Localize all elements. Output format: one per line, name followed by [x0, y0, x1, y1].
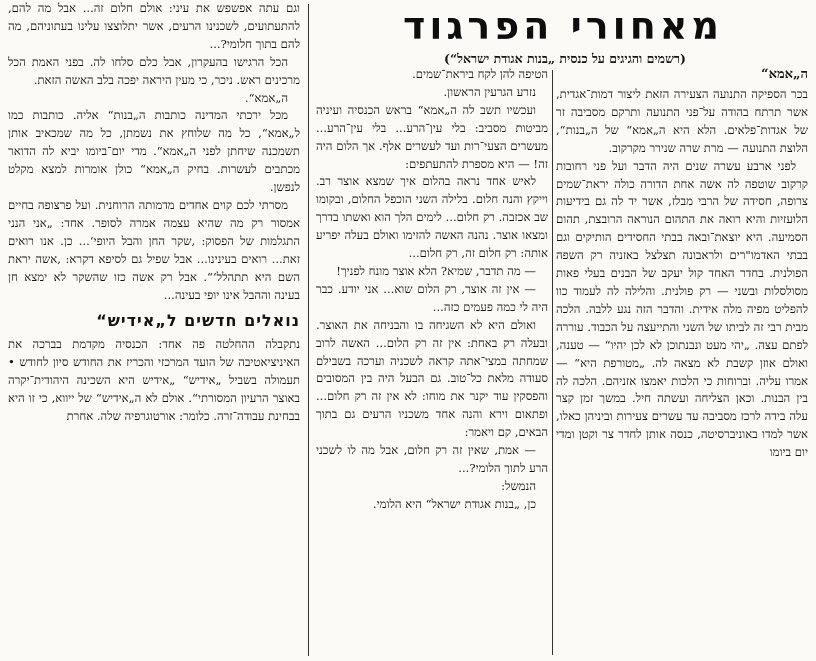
paragraph: ה„אמא“.	[244, 90, 288, 105]
column-divider	[552, 70, 553, 655]
column-right	[556, 66, 808, 661]
paragraph: נזרע הגרעין הראשון.	[443, 84, 536, 99]
paragraph: לאיש אחד נראה בהלום איך שמצא אוצר רב. וייקץ והנה חלום. בלילה השני הוכפל החלום, ובקומו שב אכזבה. רק חלום... לימים הלך הוא ואשתו בדרך ומצאו אוצר. נהנה האשה להזימו ואולם בעלה יפריע אותה: רק חלום זה, רק חלום...	[316, 174, 548, 261]
column-heading: ה„אמא“	[761, 67, 808, 82]
paragraph: — מה תדבר, שמיא? הלא אוצר מונח לפניך!	[336, 263, 536, 278]
paragraph: בכר הספיקה התנועה הצעירה הזאת ליצור דמות־אגדית, אשר תרתח בהודה על־פני התנועה ותרקם מסביבה זר של אגדות־פלאים. הלא היא ה„אמא“ של ה„בנות“, הלוצת התנועה — מרת שרה שנירר מקרקוב.	[556, 87, 808, 155]
paragraph: מסרתי לכם קוים אחדים מדמותה הרוחנית. ועל פרצופה בחיים אמסור רק מה שהיא עצמה אמרה לסופר. אחד: „אני הנני התגלמות של הפסוק: ,שקר החן והבל היופי‘... כן. אנו רואים זאת... רואים בעינינו... אבל שפיל גם לסיפא דקרא: ,אשה יראת השם היא תתהלל‘“. אבל רק אשה כזו שהשקר לא ימצא חן בעינה וההבל אינו יופי בעינה...	[8, 197, 300, 302]
paragraph: ואולם היא לא השגיחה בו והבניחה את האוצר. ובעלה רק באחת: אין זה רק הלום... האשה לרוב שמחתה במצי־אתה קראה לשכניה וערכה בשבילם סעודה מלאת כל־טוב. גם הבעל היה בין המסובים והפסקין עוד יקנר את מוחו: לא אין זה רק חלום... ופתאום וירא והנה אחד משכניו הרעים גם בתוך הבאים, קם ויאמר:	[316, 317, 548, 440]
column-left	[8, 0, 300, 661]
column-divider	[308, 4, 309, 656]
paragraph: הנמשל:	[501, 478, 536, 493]
paragraph: לפני ארבע עשרה שנים היה הדבר ועל פני רחובות קרקוב שוטפה לה אשה אחת הדורה כולה יראת־שמים צרופה, חסידה של הרבי מבלז, אשר יד לה גם בידיעות הלועזיות והיא רואה את התהום הנוראה הרובצת, תהום הסמיעה. היא יוצאת־ובאה בבתי החסידים הותיקים וגם בבתי האדמו"רים ולראבונה תצלצל באזניה רק השפה הפולנית. בחדר האחד קול יעקב של הבנים בעלי פאות מסולסלות ובשני — רק פולנית. והלילה לה לעמוד כוו להפליט מפיה מלה אידית. והדבר הזה נגע ללבה. הלכה מבית רבי זה לביתו של השני והתייעצה על הכבוד. עוררה לפתם עצה. „יהי מעט ונבנתוכן לא לכן יהיו“ — טענה, ואולם אוזן קשבת לא מצאה לה. „מטורפת היא“ — אמרו עליה. וברוחות כי הלכות יאמצו אזניהם. הלכה לה בין הבנות. וכאן הצליחה ועשתה חיל. במשך זמן קצר עלה בידה לרכז מסביבה עד עשרים צעירות וביניהן כאלו, אשר למדו באוניברסיטה, כנסה אותן לחדר צר וקטן ומדי יום ביומו	[556, 158, 808, 460]
paragraph: כן, „בנות אגודת ישראל“ היא הלומי.	[372, 496, 536, 511]
section-title: נואלים חדשים ל„אידיש“	[96, 311, 300, 331]
paragraph: וגם עתה אפשפש את עיני: אולם חלום זה... אבל מה להם, להתעתועים, לשכנינו הרעים, אשר יתלוצצו עלינו בעתוניהם, מה להם בתוך חלומי?...	[8, 1, 300, 51]
paragraph: נתקבלה ההחלטה פה אחד: הכנסיה מקדמת בברכה את האיניציאטיבה של הועד המרכזי והכריז את החודש סיון לחודש • תעמולה בשביל „אידיש“ „אידיש היא השכינה היהודית־יקרה באוצר הרעיון המסורתי“. אולם לא ה„אידיש“ של ייווא, כי זו היא בבחינת עבודה־זרה. כלומר: אורטוגרפיה שלה. אחרת	[8, 337, 300, 424]
article-subtitle: (רשמים והגיגים על כנסית „בנות אגודת ישראל“)	[444, 51, 686, 66]
paragraph: — אין זה אוצר, רק הלום שוא... אני יודע. כבר היה לי כמה פעמים כזה...	[316, 281, 548, 314]
paragraph: מכל ירכתי המדינה כותבות ה„בנות“ אליה. כותבות כמו ל„אמא“, כל מה שלוחץ את נשמתן, כל מה שמכאיב אותן תשמכנה שיחתן לפני ה„אמא“. מדי יום־ביומו יביא לה הדואר מכתבים לעשרות. בחיק ה„אמא“ כולן אומרות למצא מקלט לנפשן.	[8, 108, 300, 195]
column-middle	[316, 66, 548, 661]
paragraph: הטיפה להן לקח ביראת־שמים.	[412, 67, 548, 81]
masthead-title: מאחורי הפרגוד	[403, 4, 723, 48]
paragraph: הכל הרגישו בהעקרון, אבל כלם סלחו לה. בפני האמת הכל מרכינים ראש. ניכר, כי מעין היראה יפכה בלב האשה הזאת.	[8, 54, 300, 87]
paragraph: ועכשיו תשב לה ה„אמא“ בראש הכנסיה ועיניה מביטות מסביב: בלי עין־הרע... בלי עין־הרע... מעשרים הצעי־רות ועד לעשרים אלף. אך הלום היה זה! — היא מספרת להתעתפים:	[316, 102, 548, 171]
paragraph: — אמת, שאין זה רק חלום, אבל מה לו לשכני הרע לתוך הלומי?...	[316, 443, 548, 475]
